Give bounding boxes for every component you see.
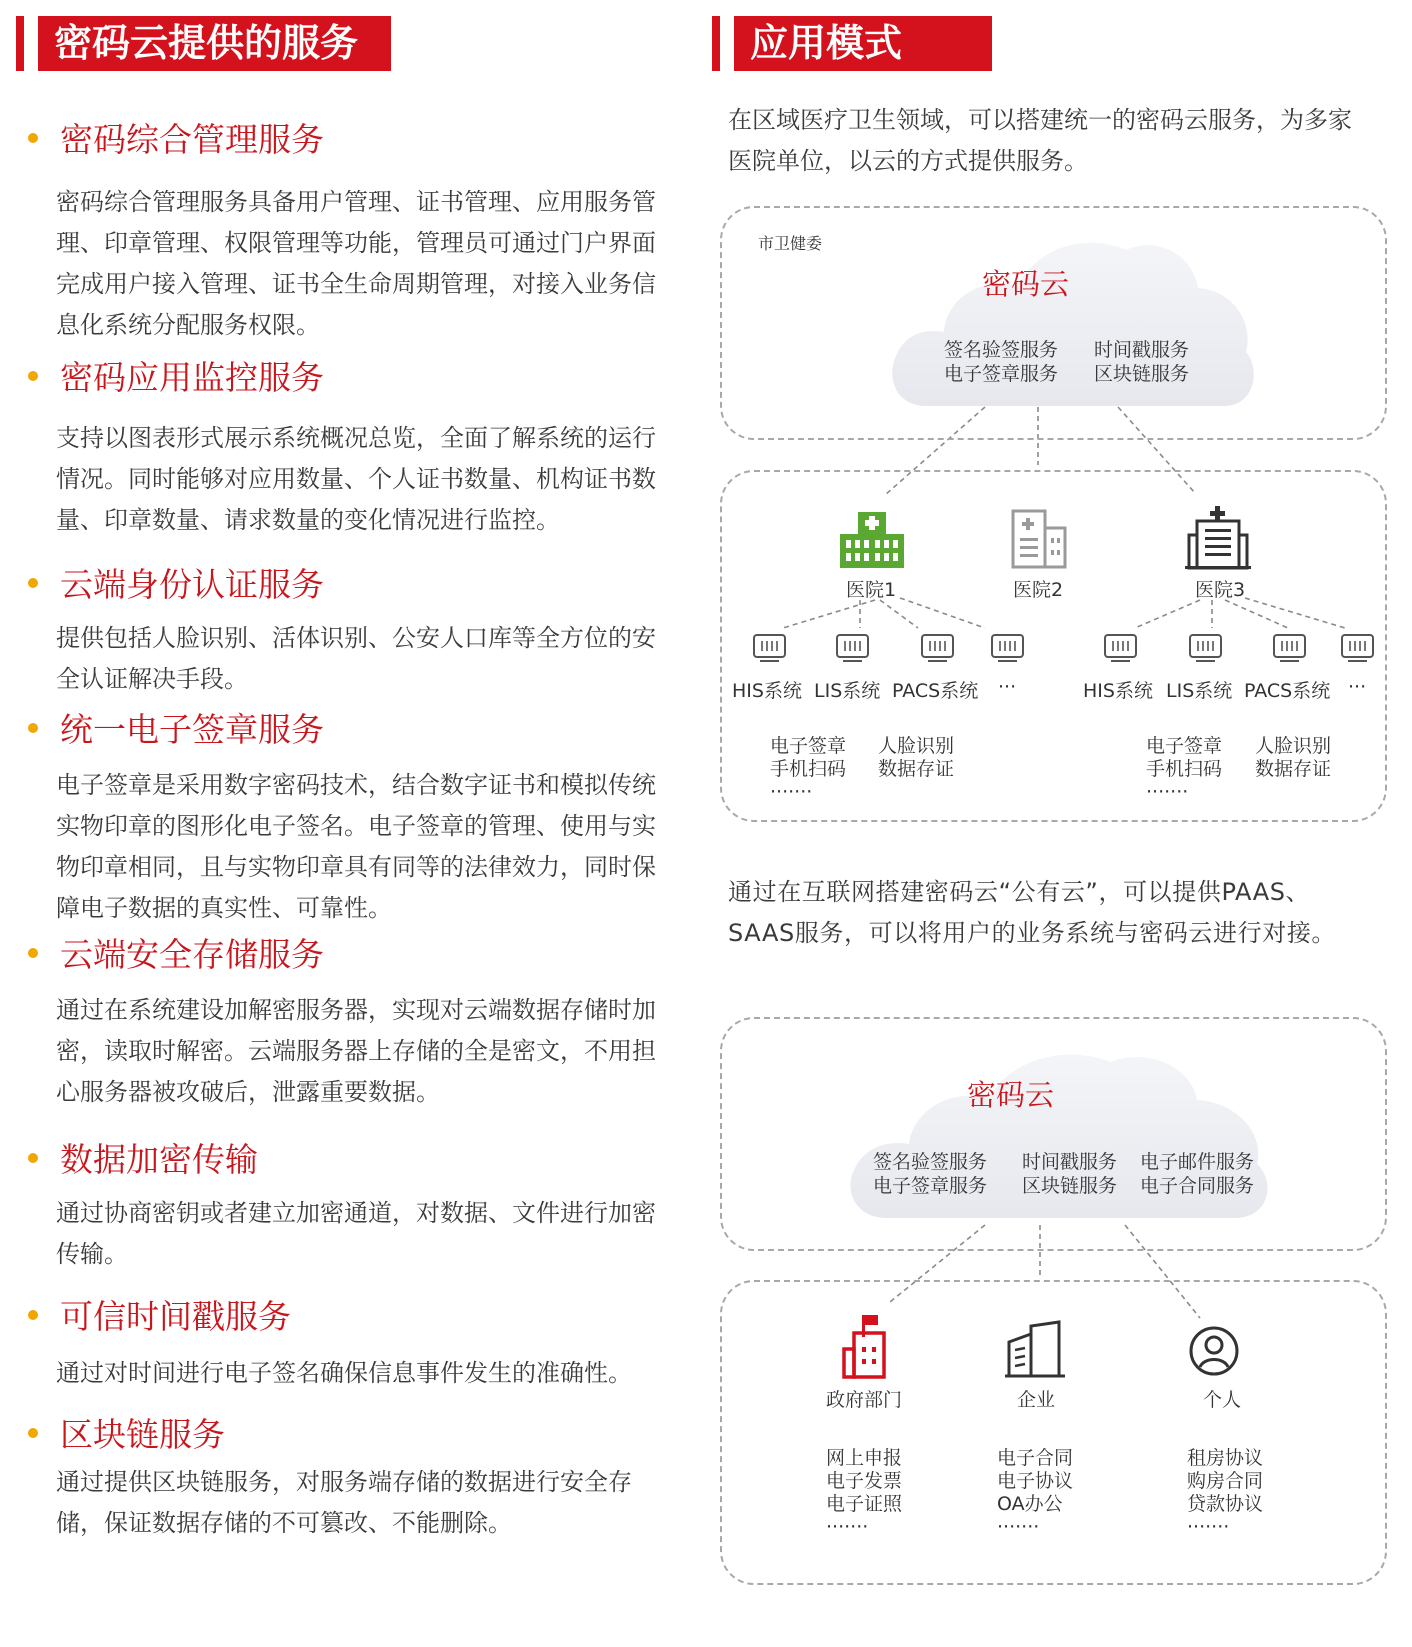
enterprise-building-icon <box>1005 1320 1065 1378</box>
feature-list: 人脸识别 数据存证 <box>1255 735 1332 780</box>
bullet-dot-icon <box>28 1310 38 1320</box>
service-description: 支持以图表形式展示系统概况总览，全面了解系统的运行情况。同时能够对应用数量、个人证书数量、机构证书数量、印章数量、请求数量的变化情况进行监控。 <box>56 424 656 534</box>
system-label: LIS系统 <box>1166 680 1233 702</box>
system-label: HIS系统 <box>732 680 802 702</box>
bullet-dot-icon <box>28 723 38 733</box>
cloud-title: 密码云 <box>982 267 1070 301</box>
feature-list: 租房协议 购房合同 贷款协议 ······· <box>1187 1447 1264 1538</box>
system-server-icon <box>752 633 787 663</box>
section-header-services <box>16 16 391 71</box>
hospital-green-icon <box>838 508 906 570</box>
hospital-building-icon <box>1010 508 1068 570</box>
government-building-icon <box>842 1313 894 1379</box>
bullet-dot-icon <box>28 578 38 588</box>
bullet-dot-icon <box>28 133 38 143</box>
feature-list: 电子签章 手机扫码 ······· <box>1146 735 1223 803</box>
service-title: 密码综合管理服务 <box>28 120 324 160</box>
header-accent-bar <box>712 16 720 71</box>
hospital-label: 医院2 <box>1013 579 1064 601</box>
service-description: 提供包括人脸识别、活体识别、公安人口库等全方位的安全认证解决手段。 <box>56 624 656 693</box>
user-type-label: 政府部门 <box>826 1389 903 1411</box>
service-title: 区块链服务 <box>28 1415 225 1455</box>
service-title: 云端身份认证服务 <box>28 565 324 605</box>
hospital-label: 医院3 <box>1195 579 1246 601</box>
system-label: HIS系统 <box>1083 680 1153 702</box>
feature-list: 人脸识别 数据存证 <box>878 735 955 780</box>
system-label: LIS系统 <box>814 680 881 702</box>
intro-medical: 在区域医疗卫生领域，可以搭建统一的密码云服务，为多家医院单位，以云的方式提供服务。 <box>728 106 1352 175</box>
service-title: 统一电子签章服务 <box>28 710 324 750</box>
service-description: 通过协商密钥或者建立加密通道，对数据、文件进行加密传输。 <box>56 1199 656 1268</box>
feature-list: 电子签章 手机扫码 ······· <box>770 735 847 803</box>
service-title: 数据加密传输 <box>28 1140 258 1180</box>
section-header-mode <box>712 16 992 71</box>
system-server-icon <box>920 633 955 663</box>
org-label: 市卫健委 <box>758 234 823 253</box>
person-icon <box>1188 1325 1240 1377</box>
cloud-shape-icon <box>886 228 1266 410</box>
cloud-service-list: 签名验签服务 电子签章服务 <box>944 339 1059 385</box>
user-type-label: 企业 <box>1017 1389 1056 1411</box>
service-title: 密码应用监控服务 <box>28 358 324 398</box>
user-type-label: 个人 <box>1203 1389 1242 1411</box>
cloud-service-list: 签名验签服务 电子签章服务 <box>873 1151 988 1197</box>
system-label: ··· <box>1348 676 1367 698</box>
service-description: 电子签章是采用数字密码技术，结合数字证书和模拟传统实物印章的图形化电子签名。电子签章的管理、使用与实物印章相同，且与实物印章具有同等的法律效力，同时保障电子数据的真实性、可靠性。 <box>56 771 656 922</box>
service-description: 通过在系统建设加解密服务器，实现对云端数据存储时加密，读取时解密。云端服务器上存储的全是密文，不用担心服务器被攻破后，泄露重要数据。 <box>56 996 656 1106</box>
feature-list: 电子合同 电子协议 OA办公 ······· <box>997 1447 1074 1538</box>
service-description: 密码综合管理服务具备用户管理、证书管理、应用服务管理、印章管理、权限管理等功能，管理员可通过门户界面完成用户接入管理、证书全生命周期管理，对接入业务信息化系统分配服务权限。 <box>56 188 656 339</box>
system-label: ··· <box>998 676 1017 698</box>
header-accent-bar <box>16 16 24 71</box>
service-description: 通过对时间进行电子签名确保信息事件发生的准确性。 <box>56 1359 632 1387</box>
section-title-services: 密码云提供的服务 <box>38 16 391 71</box>
section-title-mode: 应用模式 <box>734 16 992 71</box>
service-title: 可信时间戳服务 <box>28 1297 291 1337</box>
system-server-icon <box>1272 633 1307 663</box>
hospital-tower-icon <box>1185 505 1251 571</box>
system-server-icon <box>1103 633 1138 663</box>
service-title: 云端安全存储服务 <box>28 935 324 975</box>
cloud-service-list: 电子邮件服务 电子合同服务 <box>1140 1151 1255 1197</box>
intro-public-cloud: 通过在互联网搭建密码云“公有云”，可以提供PAAS、SAAS服务，可以将用户的业务系统与密码云进行对接。 <box>728 878 1337 947</box>
system-server-icon <box>990 633 1025 663</box>
system-label: PACS系统 <box>1244 680 1331 702</box>
hospital-label: 医院1 <box>846 579 897 601</box>
bullet-dot-icon <box>28 1428 38 1438</box>
service-description: 通过提供区块链服务，对服务端存储的数据进行安全存储，保证数据存储的不可篡改、不能删除。 <box>56 1468 632 1537</box>
cloud-title: 密码云 <box>967 1078 1055 1112</box>
cloud-service-list: 时间戳服务 区块链服务 <box>1022 1151 1118 1197</box>
system-label: PACS系统 <box>892 680 979 702</box>
bullet-dot-icon <box>28 948 38 958</box>
system-server-icon <box>835 633 870 663</box>
system-server-icon <box>1188 633 1223 663</box>
cloud-service-list: 时间戳服务 区块链服务 <box>1094 339 1190 385</box>
system-server-icon <box>1340 633 1375 663</box>
bullet-dot-icon <box>28 371 38 381</box>
bullet-dot-icon <box>28 1153 38 1163</box>
feature-list: 网上申报 电子发票 电子证照 ······· <box>826 1447 903 1538</box>
